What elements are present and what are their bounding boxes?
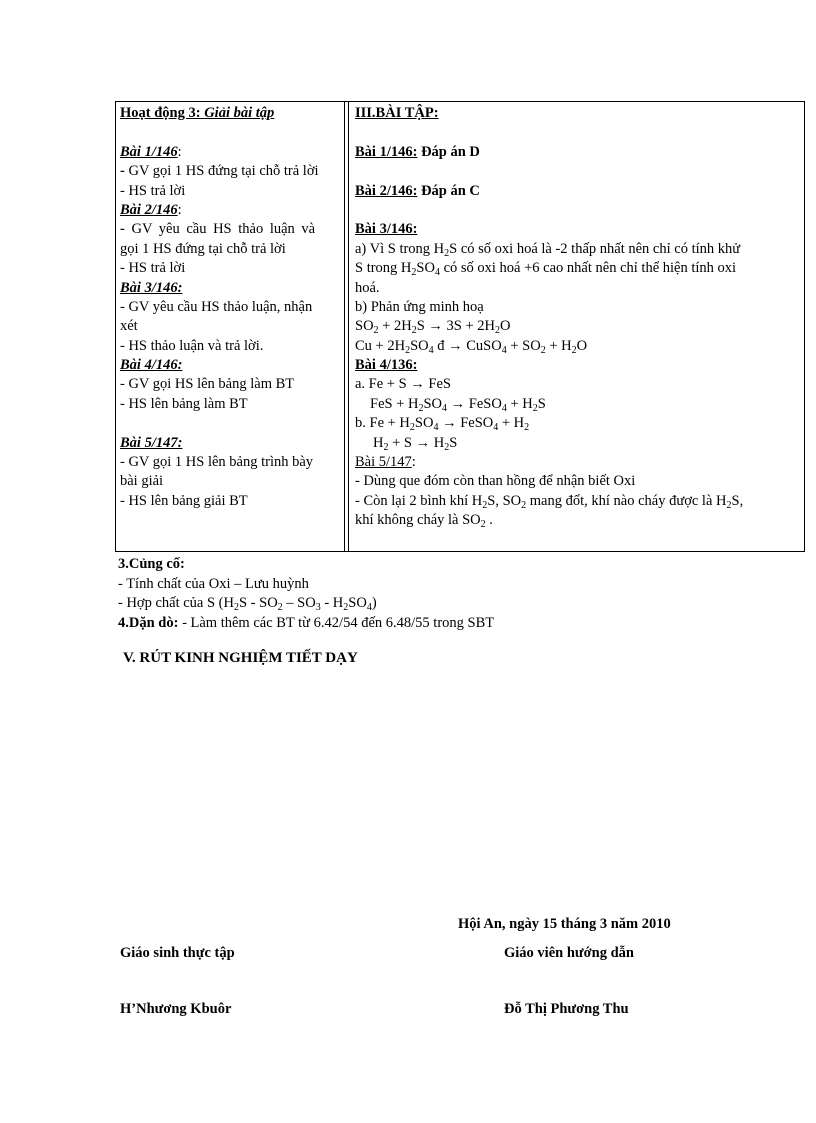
student-teacher-name: H’Nhương Kbuôr xyxy=(120,1001,232,1017)
right-b3-title: Bài 3/146: xyxy=(355,221,418,238)
right-b2: Bài 2/146: Đáp án C xyxy=(355,182,480,199)
left-b4-title: Bài 4/146: xyxy=(120,357,183,374)
compounds-line: - Hợp chất của S $(H_2S - SO_2 - SO_3 - H_2SO_4)$ xyxy=(118,595,377,613)
supervisor-role: Giáo viên hướng dẫn xyxy=(504,945,634,961)
equation-4: FeS + $H_2SO_4$ → FeSO$_4$ + $H_2S$ xyxy=(370,395,546,414)
equation-2: $Cu + 2H_2SO_4$ đ → CuSO$_4$ + $SO_2 + H_2O$ xyxy=(355,337,588,356)
right-b5-title: Bài 5/147: xyxy=(355,454,416,471)
section-v-title: V. RÚT KINH NGHIỆM TIẾT DẠY xyxy=(123,650,358,666)
right-b1: Bài 1/146: Đáp án D xyxy=(355,143,480,160)
right-b3-a-line2: S trong $H_2SO_4$ có số oxi hoá +6 cao nhất nên chỉ thể hiện tính oxi xyxy=(355,260,737,279)
student-teacher-role: Giáo sinh thực tập xyxy=(120,945,235,961)
lesson-table xyxy=(115,101,805,552)
equation-5: b. $Fe + H_2SO_4$ → FeSO$_4$ + $H_2$ xyxy=(355,415,530,434)
homework-line: 4.Dặn dò: - Làm thêm các BT từ 6.42/54 đến 6.48/55 trong SBT xyxy=(118,614,495,631)
right-b4-title: Bài 4/136: xyxy=(355,357,418,374)
equation-1: $SO_2 + 2H_2S \to 3S + 2H_2O$ xyxy=(355,318,511,337)
left-b3-title: Bài 3/146: xyxy=(120,279,183,296)
supervisor-name: Đỗ Thị Phương Thu xyxy=(504,1001,629,1017)
right-b5-line3: khí không cháy là $SO_2$ . xyxy=(355,512,493,531)
exercise-content-column: III.BÀI TẬP: Bài 1/146: Đáp án D Bài 2/146: Đáp án C Bài 3/146: a) Vì S trong $H_2S$ có số oxi hoá là -2 thấp nhất nên chỉ có tính khử S trong $H_2SO_4$ có số oxi hoá +6 cao nhất nên chỉ thể hiện tính oxi hoá. b) Phản ứng minh hoạ $SO_2 + 2H_2S \to 3S + 2H_2O$ $Cu + 2H_2SO_4$ đ → CuSO$_4$ + $SO_2 + H_2O$ Bài 4/136: a. Fe + S → FeS FeS + $H_2SO_4$ → FeSO$_4$ + $H_2S$ b. $Fe + H_2SO_4$ → FeSO$_4$ + $H_2$ $H_2 + S \to H_2S$ Bài 5/147: - Dùng que đóm còn than hồng để nhận biết Oxi - Còn lại 2 bình khí $H_2S$, $SO_2$ mang đốt, khí nào cháy được là $H_2S$, khí không cháy là $SO_2$ . xyxy=(349,102,804,551)
equation-6: $H_2 + S \to H_2S$ xyxy=(373,434,458,453)
teacher-activity-column: Hoạt động 3: Giải bài tập Bài 1/146: - GV gọi 1 HS đứng tại chỗ trả lời - HS trả lời Bài 2/146: - GV yêu cầu HS thảo luận và gọi 1 HS đứng tại chỗ trả lời - HS trả lời Bài 3/146: - GV yêu cầu HS thảo luận, nhận xét - HS thảo luận và trả lời. Bài 4/146: - GV gọi HS lên bảng làm BT - HS lên bảng làm BT Bài 5/147: - GV gọi 1 HS lên bảng trình bày bài giải - HS lên bảng giải BT xyxy=(116,102,349,551)
equation-3: a. Fe + S → FeS xyxy=(355,376,451,393)
review-title: 3.Củng cố: xyxy=(118,556,185,572)
left-b1-title: Bài 1/146: xyxy=(120,143,182,160)
place-date: Hội An, ngày 15 tháng 3 năm 2010 xyxy=(458,916,671,932)
activity-heading: Hoạt động 3: Giải bài tập xyxy=(120,105,275,121)
right-b3-a-line1: a) Vì S trong $H_2S$ có số oxi hoá là -2 thấp nhất nên chỉ có tính khử xyxy=(355,240,741,259)
left-b5-title: Bài 5/147: xyxy=(120,434,183,451)
right-b5-line2: - Còn lại 2 bình khí $H_2S$, $SO_2$ mang đốt, khí nào cháy được là $H_2S$, xyxy=(355,492,744,511)
review-and-homework: 3.Củng cố: - Tính chất của Oxi – Lưu huỳnh - Hợp chất của S $(H_2S - SO_2 - SO_3 - H_2SO_4)$ 4.Dặn dò: - Làm thêm các BT từ 6.42/54 đến 6.48/55 trong SBT xyxy=(118,555,798,633)
exercise-heading: III.BÀI TẬP: xyxy=(355,105,439,121)
left-b2-title: Bài 2/146: xyxy=(120,201,182,218)
